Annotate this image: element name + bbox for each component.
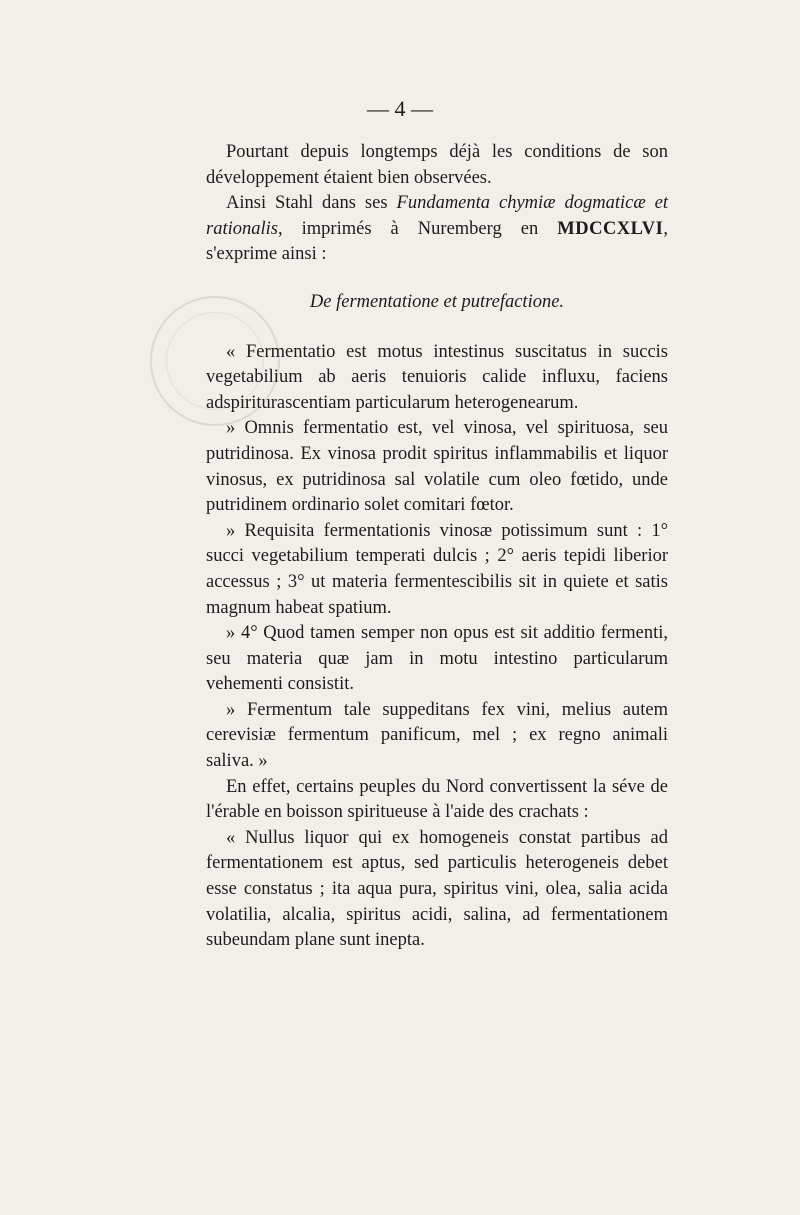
paragraph-stahl <box>206 191 668 268</box>
stahl-text-a: Ainsi Stahl dans ses <box>226 193 397 214</box>
quote-paragraph-2: » Omnis fermentatio est, vel vinosa, vel spirituosa, seu putridinosa. Ex vinosa prodit spiritus inflammabilis et liquor vinosus, ex putridinosa sal volatile cum oleo fœtido, unde putridinem ordinario solet comitari fœtor. <box>206 418 668 516</box>
section-title: De fermentatione et putrefactione. <box>309 291 565 312</box>
paragraph-intro: Pourtant depuis longtemps déjà les conditions de son développement étaient bien observées. <box>206 142 668 188</box>
book-title: Fundamenta chymiæ dogmaticæ et rationalis <box>206 193 668 239</box>
stahl-text-b: , imprimés à Nuremberg en <box>277 218 558 239</box>
quote-paragraph-4: » 4° Quod tamen semper non opus est sit additio fermenti, seu materia quæ jam in motu intestino particularum vehementi consistit. <box>206 623 668 695</box>
quote-paragraph-3: » Requisita fermentationis vinosæ potissimum sunt : 1° succi vegetabilium temperati dulcis ; 2° aeris tepidi liberior accessus ; 3° ut materia fermentescibilis sit in quiete et satis magnum habeat spatium. <box>206 520 668 618</box>
quote-paragraph-6: « Nullus liquor qui ex homogeneis constat partibus ad fermentationem est aptus, sed particulis heterogeneis debet esse constatus ; ita aqua pura, spiritus vini, olea, salia acida volatilia, alcalia, spiritus acidi, salina, ad fermentationem subeundam plane sunt inepta. <box>206 827 668 951</box>
page-number: — 4 — <box>367 96 433 121</box>
body-text <box>206 140 668 954</box>
year-roman: MDCCXLVI <box>557 218 664 239</box>
paragraph-nord: En effet, certains peuples du Nord convertissent la séve de l'érable en boisson spiritueuse à l'aide des crachats : <box>206 776 668 823</box>
quote-paragraph-1: « Fermentatio est motus intestinus suscitatus in succis vegetabilium ab aeris tenuioris calide influxu, faciens adspiriturascentiam particularum heterogenearum. <box>206 341 668 413</box>
stahl-text-c: , s'exprime ainsi : <box>206 218 668 265</box>
quote-paragraph-5: » Fermentum tale suppeditans fex vini, melius autem cerevisiæ fermentum panificum, mel ; ex regno animali saliva. » <box>206 699 668 772</box>
